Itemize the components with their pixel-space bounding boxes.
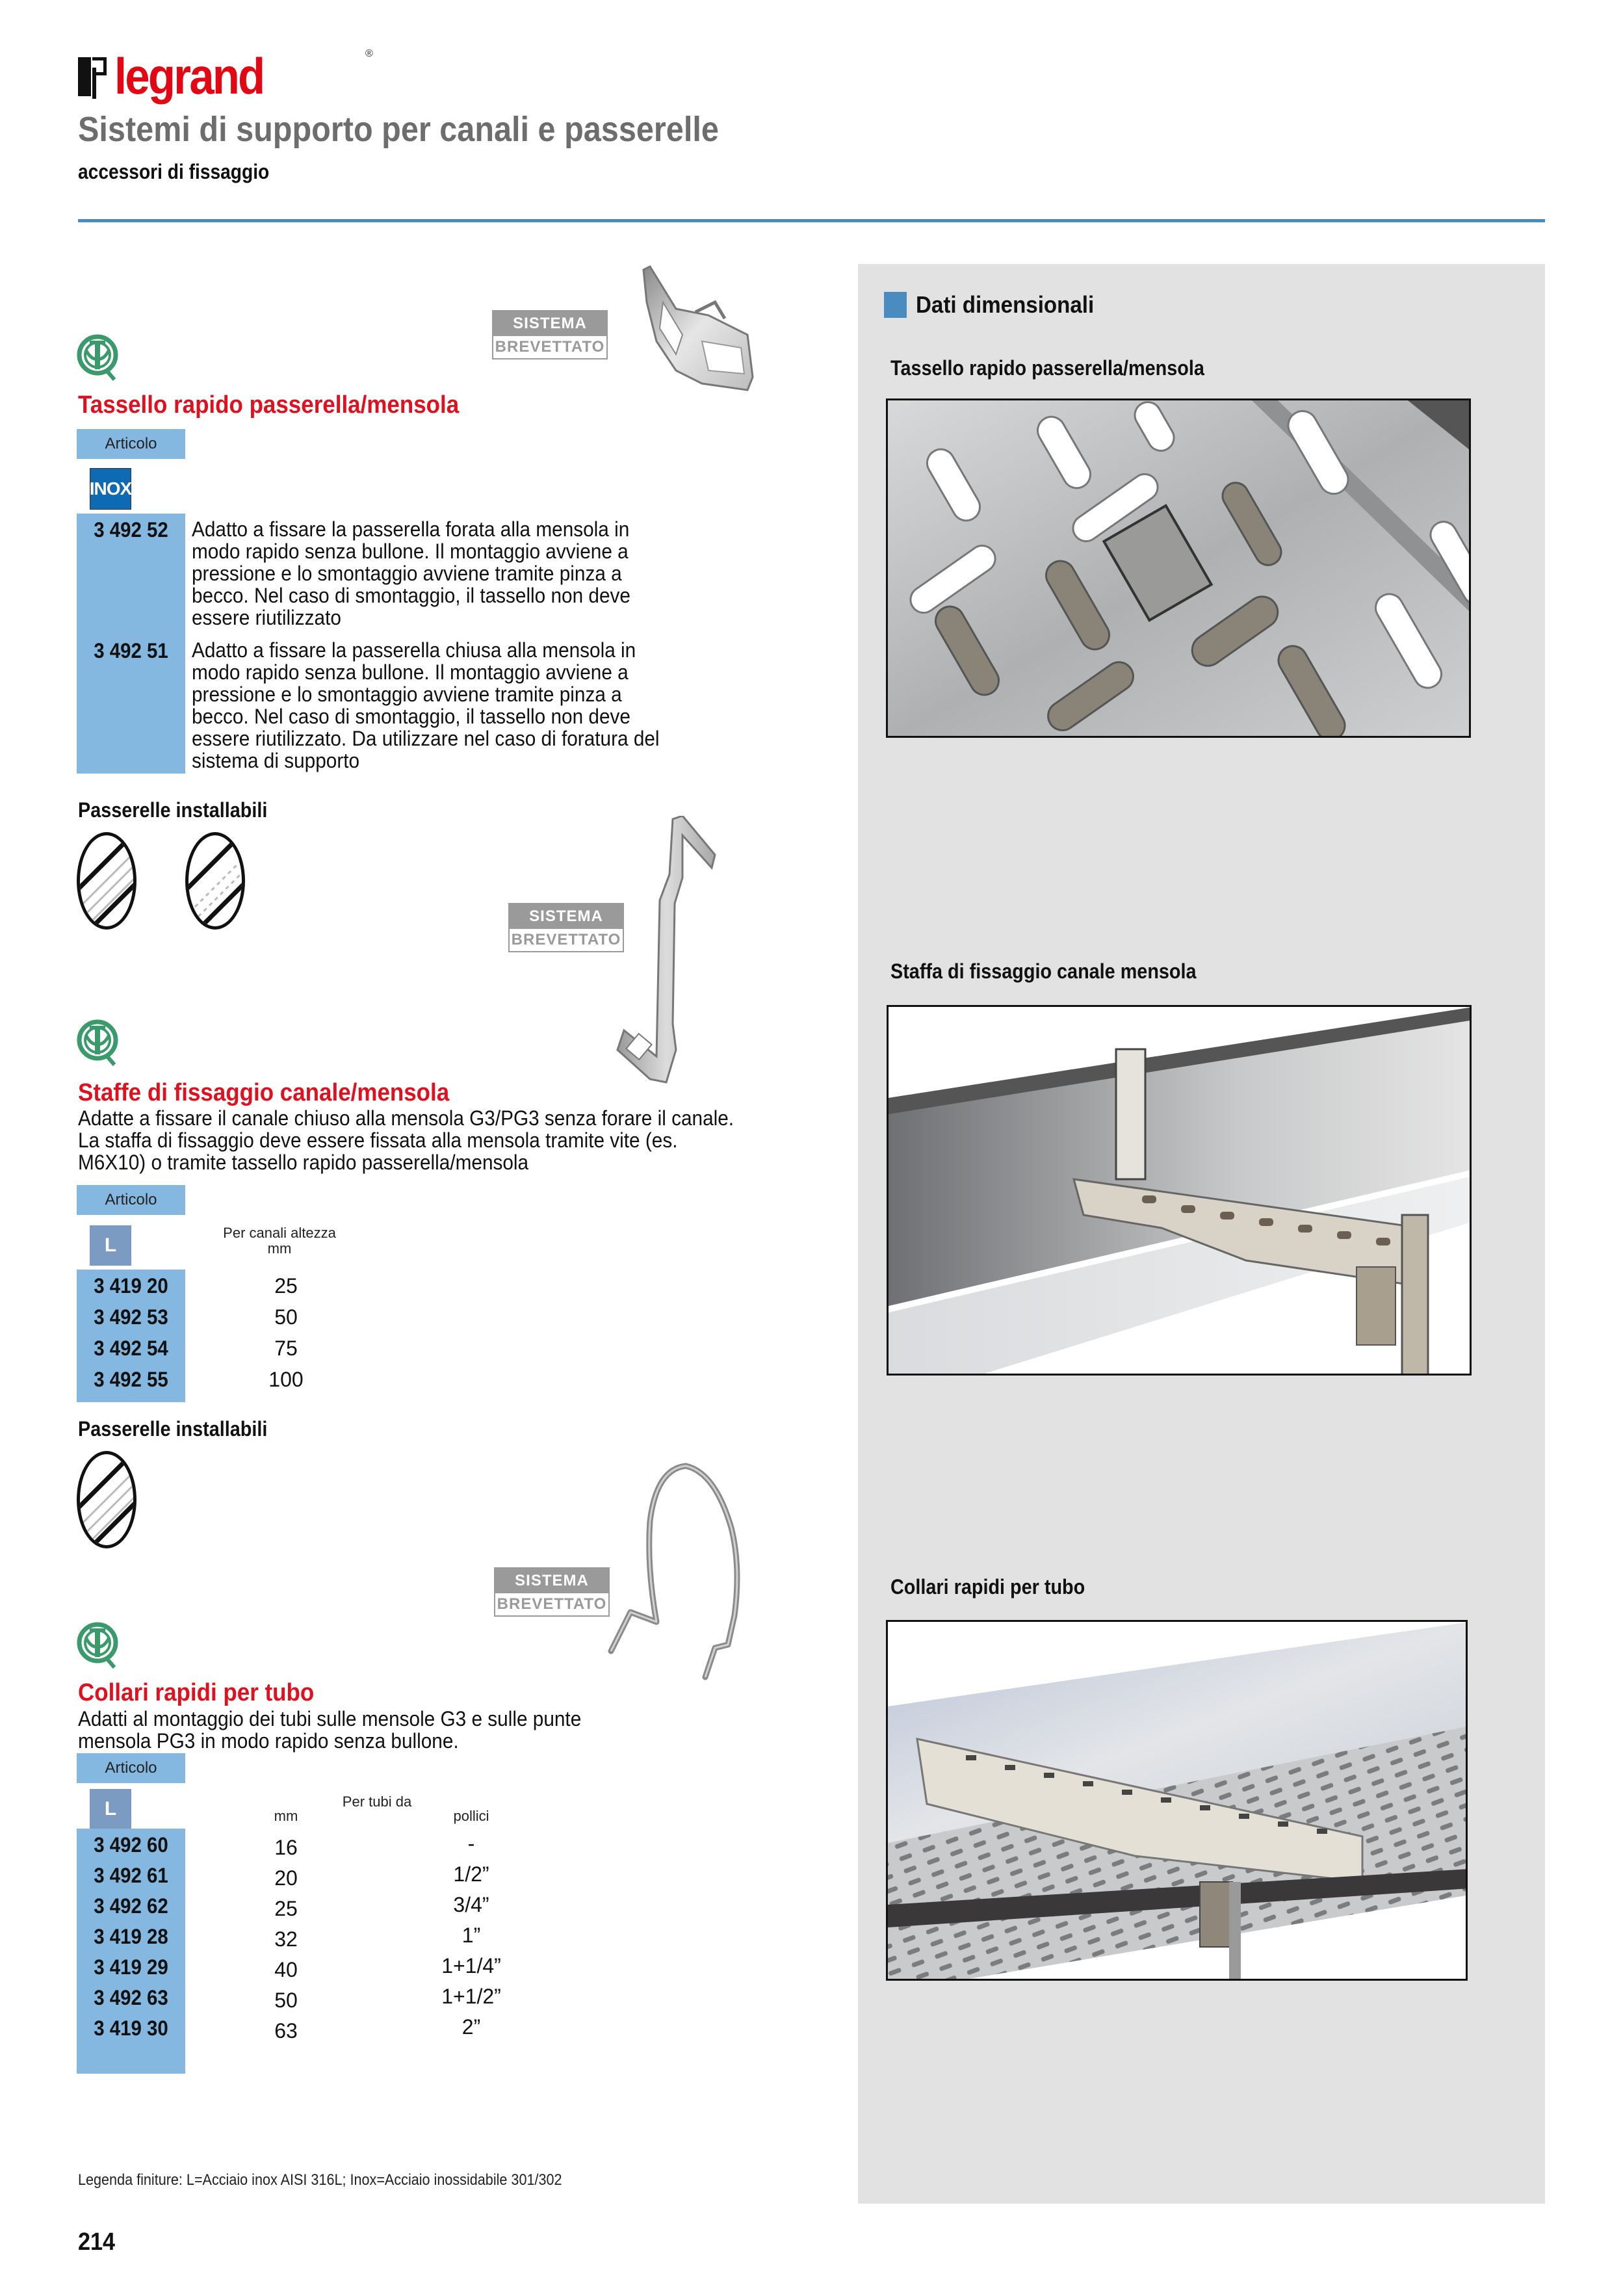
pipe-diameter-mm: 50: [274, 1989, 298, 2012]
channel-height-value: 100: [268, 1368, 304, 1391]
article-code: 3 492 62: [94, 1894, 168, 1918]
finish-legend: Legenda finiture: L=Acciaio inox AISI 316L; Inox=Acciaio inossidabile 301/302: [78, 2171, 562, 2189]
channel-height-value: 25: [274, 1274, 298, 1298]
panel-heading-marker-icon: [884, 292, 907, 318]
finish-badge-inox: INOX: [90, 468, 131, 510]
column-group-header-pipes: Per tubi da: [342, 1794, 412, 1810]
brand-name: legrand: [114, 47, 264, 105]
photo-pipe-clamp-installed: [886, 1620, 1468, 1981]
column-header-channel-height: Per canali altezza mm: [223, 1225, 336, 1257]
pipe-diameter-mm: 40: [274, 1958, 298, 1981]
installable-trays-label: Passerelle installabili: [78, 1417, 268, 1441]
imq-quality-mark-icon: [77, 1622, 122, 1671]
section-title-quick-plug: Tassello rapido passerella/mensola: [78, 391, 460, 419]
finish-badge-l: L: [90, 1789, 131, 1829]
legrand-logo-mark-icon: [78, 55, 108, 99]
section-description: Adatti al montaggio dei tubi sulle mensole G3 e sulle punte mensola PG3 in modo rapido senza bullone.: [78, 1707, 582, 1753]
article-header: Articolo: [77, 429, 185, 459]
registered-mark-icon: ®: [365, 48, 373, 59]
patent-badge-line1: SISTEMA: [495, 1569, 608, 1593]
article-code: 3 492 52: [94, 518, 168, 541]
patent-badge-line2: BREVETTATO: [497, 1595, 607, 1613]
pipe-diameter-mm: 16: [274, 1836, 298, 1859]
article-code: 3 419 20: [94, 1274, 168, 1298]
patent-badge-line2: BREVETTATO: [495, 338, 605, 356]
panel-title: Dati dimensionali: [916, 291, 1095, 318]
patent-badge-line2: BREVETTATO: [511, 931, 621, 948]
article-code: 3 492 60: [94, 1833, 168, 1857]
closed-tray-icon: [77, 1451, 136, 1548]
article-header: Articolo: [77, 1185, 185, 1215]
legrand-logo: [78, 47, 373, 105]
page-title: Sistemi di supporto per canali e passerelle: [78, 110, 719, 149]
article-code: 3 492 55: [94, 1368, 168, 1391]
section-title-fixing-bracket: Staffe di fissaggio canale/mensola: [78, 1079, 450, 1106]
panel-heading: [884, 291, 1110, 319]
article-code: 3 419 29: [94, 1955, 168, 1979]
page-number: 214: [78, 2228, 116, 2256]
patent-badge: [494, 1567, 610, 1617]
pipe-diameter-inches: -: [467, 1832, 475, 1855]
pipe-diameter-inches: 1/2”: [453, 1862, 489, 1886]
photo-quick-plug-installed: [886, 398, 1471, 738]
closed-tray-icon: [77, 832, 136, 930]
column-header-inches: pollici: [453, 1808, 489, 1824]
pipe-diameter-inches: 1+1/4”: [441, 1954, 501, 1977]
section-description: Adatte a fissare il canale chiuso alla mensola G3/PG3 senza forare il canale. La staffa di fissaggio deve essere fissata alla mensola tramite vite (es. M6X10) o tramite tassello rapido passerella/mensola: [78, 1106, 734, 1174]
pipe-diameter-mm: 32: [274, 1927, 298, 1951]
header-divider: [78, 219, 1545, 222]
article-header: Articolo: [77, 1753, 185, 1783]
pipe-diameter-inches: 3/4”: [453, 1893, 489, 1916]
article-code: 3 492 61: [94, 1864, 168, 1887]
page-subtitle: accessori di fissaggio: [78, 160, 270, 183]
patent-badge: [492, 310, 608, 359]
imq-quality-mark-icon: [77, 334, 122, 384]
figure-caption: Staffa di fissaggio canale mensola: [890, 959, 1197, 983]
pipe-diameter-inches: 1”: [461, 1924, 481, 1947]
fixing-bracket-product-image: [604, 816, 734, 1089]
pipe-diameter-inches: 2”: [461, 2015, 481, 2039]
pipe-diameter-mm: 20: [274, 1866, 298, 1890]
channel-height-value: 75: [274, 1337, 298, 1360]
imq-quality-mark-icon: [77, 1019, 122, 1069]
patent-badge-line1: SISTEMA: [493, 311, 606, 336]
installable-trays-label: Passerelle installabili: [78, 798, 268, 822]
article-code: 3 492 54: [94, 1337, 168, 1360]
finish-badge-l: L: [90, 1225, 131, 1266]
article-code: 3 419 28: [94, 1925, 168, 1948]
article-code: 3 492 53: [94, 1305, 168, 1329]
article-code: 3 419 30: [94, 2016, 168, 2040]
perforated-tray-icon: [185, 832, 245, 930]
pipe-diameter-inches: 1+1/2”: [441, 1985, 501, 2008]
pipe-diameter-mm: 25: [274, 1897, 298, 1920]
article-code: 3 492 63: [94, 1986, 168, 2009]
column-header-mm: mm: [274, 1808, 298, 1824]
figure-caption: Collari rapidi per tubo: [890, 1575, 1085, 1598]
pipe-clamp-product-image: [601, 1456, 764, 1680]
section-title-pipe-clamps: Collari rapidi per tubo: [78, 1679, 315, 1706]
channel-height-value: 50: [274, 1305, 298, 1329]
quick-plug-product-image: [637, 263, 757, 397]
pipe-diameter-mm: 63: [274, 2019, 298, 2042]
article-description: Adatto a fissare la passerella forata alla mensola in modo rapido senza bullone. Il montaggio avviene a pressione e lo smontaggio avviene tramite pinza a becco. Nel caso di smontaggio, il tassello non deve essere riutilizzato: [192, 517, 630, 629]
photo-fixing-bracket-installed: [887, 1005, 1472, 1376]
figure-caption: Tassello rapido passerella/mensola: [890, 356, 1204, 380]
article-description: Adatto a fissare la passerella chiusa alla mensola in modo rapido senza bullone. Il montaggio avviene a pressione e lo smontaggio avviene tramite pinza a becco. Nel caso di smontaggio, il tassello non deve essere riutilizzato. Da utilizzare nel caso di foratura del sistema di supporto: [192, 638, 660, 772]
article-code: 3 492 51: [94, 639, 168, 662]
patent-badge-line1: SISTEMA: [510, 904, 623, 929]
